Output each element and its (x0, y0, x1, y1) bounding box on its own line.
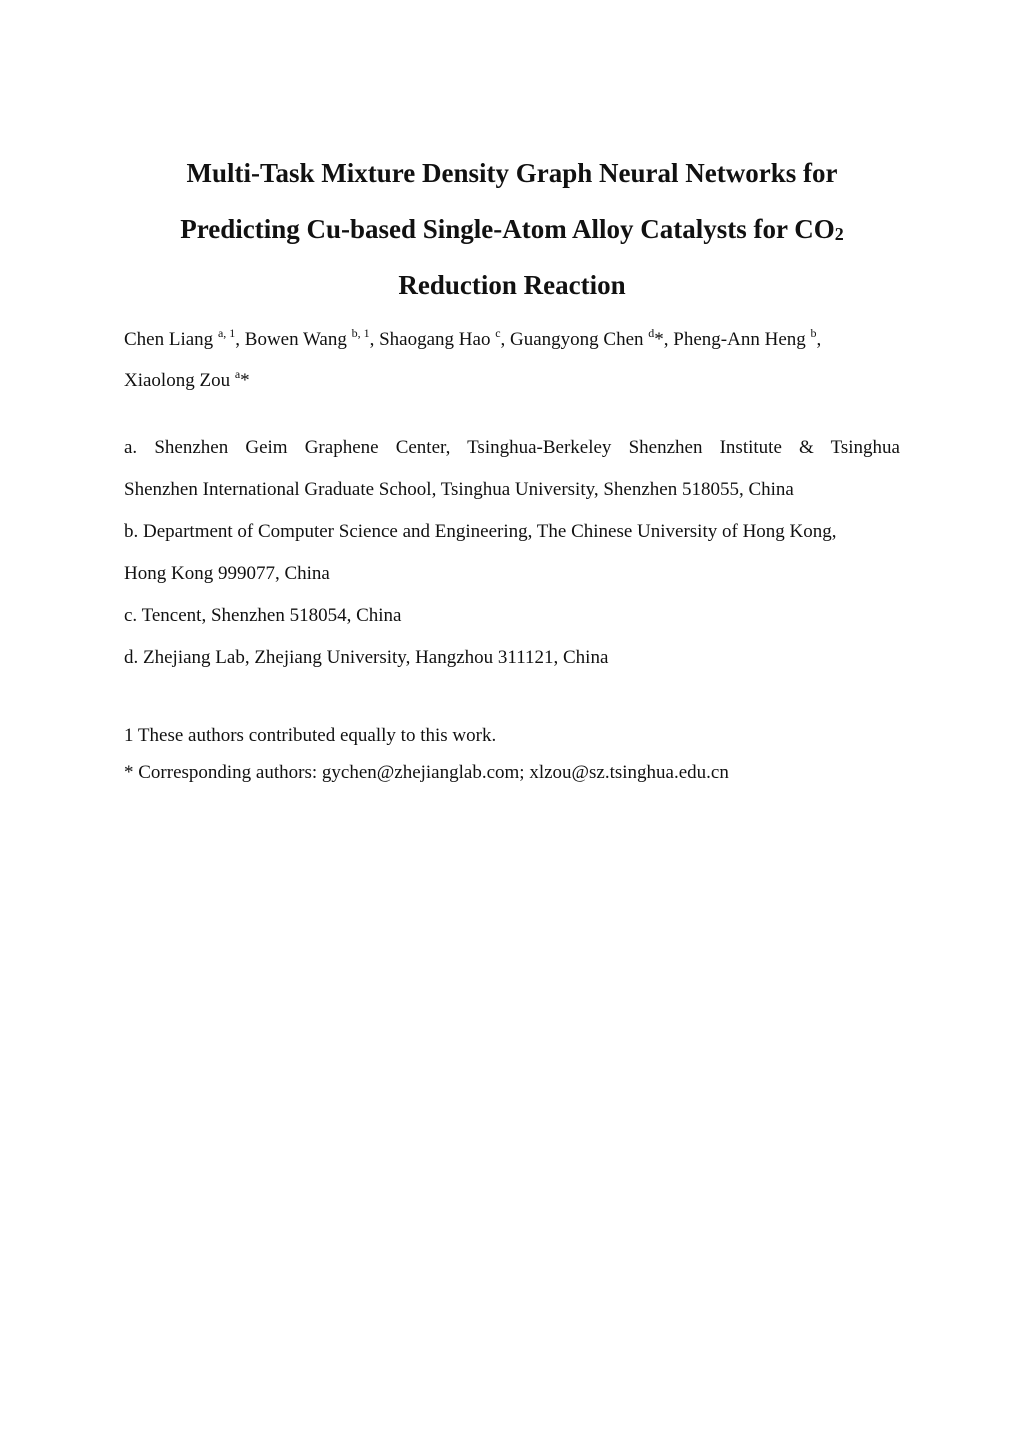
author-list (124, 319, 900, 401)
equal-contribution-note: 1 These authors contributed equally to this work. (124, 725, 497, 746)
title-line-2-text: Predicting Cu-based Single-Atom Alloy Catalysts for CO (180, 214, 835, 244)
author-name: Pheng-Ann Heng (673, 329, 811, 350)
author-notes (124, 717, 900, 791)
author-affiliation-mark: a, 1 (217, 326, 236, 340)
author-separator: , (500, 329, 511, 350)
author-separator: , (663, 329, 674, 350)
author-affiliation-mark: b, 1 (351, 326, 370, 340)
affiliation-list (124, 427, 900, 679)
author-name: Chen Liang (124, 329, 218, 350)
title-line-1: Multi-Task Mixture Density Graph Neural Networks for (186, 158, 838, 188)
author-affiliation-mark: d (648, 326, 655, 340)
paper-title (0, 145, 1024, 313)
title-line-2 (0, 201, 1024, 257)
affiliation-a-line-1: a. Shenzhen Geim Graphene Center, Tsinghua-Berkeley Shenzhen Institute & Tsinghua (124, 437, 900, 458)
author-affiliation-mark: a (234, 367, 241, 381)
corresponding-mark: * (240, 370, 250, 391)
title-subscript: 2 (834, 224, 844, 244)
corresponding-authors-note: * Corresponding authors: gychen@zhejianglab.com; xlzou@sz.tsinghua.edu.cn (124, 762, 729, 783)
author-line-2 (124, 360, 900, 401)
affiliation-b-line-1: b. Department of Computer Science and Engineering, The Chinese University of Hong Kong, (124, 521, 837, 542)
author-name: Xiaolong Zou (124, 370, 235, 391)
author-separator: , (816, 329, 822, 350)
author-name: Guangyong Chen (510, 329, 649, 350)
author-affiliation-mark: c (495, 326, 501, 340)
author-separator: , (369, 329, 380, 350)
affiliation-a-line-2: Shenzhen International Graduate School, Tsinghua University, Shenzhen 518055, China (124, 479, 794, 500)
author-name: Bowen Wang (244, 329, 352, 350)
affiliation-d: d. Zhejiang Lab, Zhejiang University, Hangzhou 311121, China (124, 647, 609, 668)
title-line-3: Reduction Reaction (398, 270, 626, 300)
affiliation-b-line-2: Hong Kong 999077, China (124, 563, 330, 584)
author-separator: , (235, 329, 245, 350)
affiliation-c: c. Tencent, Shenzhen 518054, China (124, 605, 402, 626)
corresponding-mark: * (654, 329, 664, 350)
author-affiliation-mark: b (810, 326, 817, 340)
author-line-1 (124, 319, 900, 360)
author-name: Shaogang Hao (379, 329, 496, 350)
